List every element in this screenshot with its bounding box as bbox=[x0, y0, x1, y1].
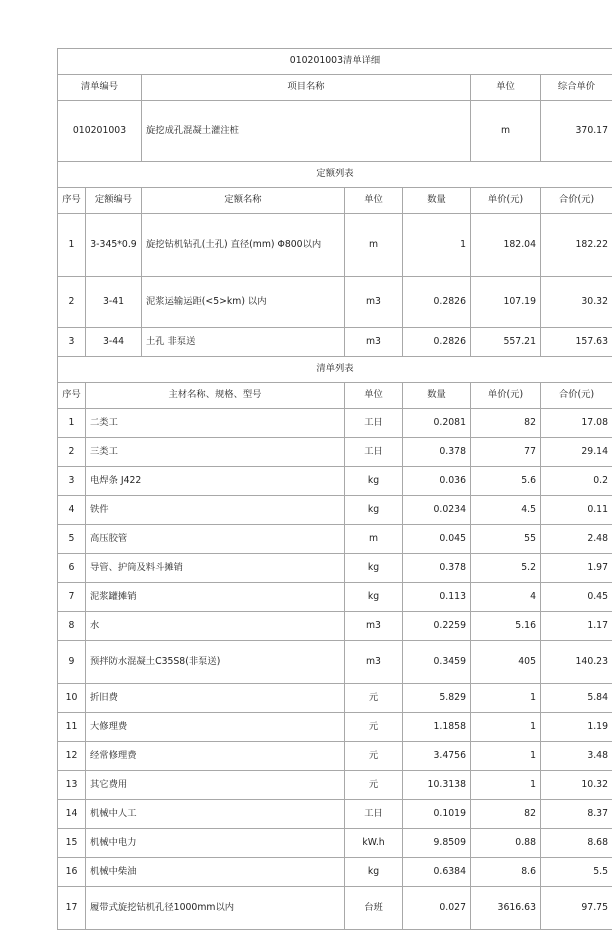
material-no: 6 bbox=[58, 554, 86, 583]
summary-code: 010201003 bbox=[58, 101, 142, 162]
material-amount: 10.32 bbox=[541, 771, 612, 800]
material-amount: 1.97 bbox=[541, 554, 612, 583]
quota-header-row bbox=[58, 188, 612, 214]
quota-header-code: 定额编号 bbox=[86, 188, 142, 214]
table-row bbox=[58, 277, 612, 328]
table-row bbox=[58, 742, 612, 771]
quota-qty: 1 bbox=[403, 214, 471, 277]
material-amount: 140.23 bbox=[541, 641, 612, 684]
material-name: 机械中人工 bbox=[86, 800, 345, 829]
material-unit: kg bbox=[345, 583, 403, 612]
quota-code: 3-44 bbox=[86, 328, 142, 357]
material-header-unit-price: 单价(元) bbox=[471, 383, 541, 409]
material-qty: 0.3459 bbox=[403, 641, 471, 684]
table-row bbox=[58, 684, 612, 713]
material-unit: 元 bbox=[345, 713, 403, 742]
material-section-title-row bbox=[58, 357, 612, 383]
material-unit: 工日 bbox=[345, 438, 403, 467]
summary-price: 370.17 bbox=[541, 101, 612, 162]
summary-header-name: 项目名称 bbox=[142, 75, 471, 101]
quota-header-unit-price: 单价(元) bbox=[471, 188, 541, 214]
material-no: 4 bbox=[58, 496, 86, 525]
quota-header-qty: 数量 bbox=[403, 188, 471, 214]
summary-header-row bbox=[58, 75, 612, 101]
material-no: 16 bbox=[58, 858, 86, 887]
quota-header-unit: 单位 bbox=[345, 188, 403, 214]
table-row bbox=[58, 887, 612, 930]
material-qty: 1.1858 bbox=[403, 713, 471, 742]
detail-table-body bbox=[58, 49, 612, 930]
table-row bbox=[58, 771, 612, 800]
quota-name: 土孔 非泵送 bbox=[142, 328, 345, 357]
material-unit-price: 5.16 bbox=[471, 612, 541, 641]
table-row bbox=[58, 467, 612, 496]
material-unit: m3 bbox=[345, 641, 403, 684]
material-no: 17 bbox=[58, 887, 86, 930]
table-row bbox=[58, 829, 612, 858]
material-name: 其它费用 bbox=[86, 771, 345, 800]
table-row bbox=[58, 858, 612, 887]
material-unit-price: 82 bbox=[471, 409, 541, 438]
detail-table bbox=[57, 48, 612, 930]
table-row bbox=[58, 583, 612, 612]
material-name: 铁件 bbox=[86, 496, 345, 525]
quota-unit: m bbox=[345, 214, 403, 277]
material-name: 经常修理费 bbox=[86, 742, 345, 771]
material-no: 13 bbox=[58, 771, 86, 800]
material-name: 泥浆罐摊销 bbox=[86, 583, 345, 612]
table-row bbox=[58, 554, 612, 583]
material-unit-price: 1 bbox=[471, 771, 541, 800]
material-amount: 8.37 bbox=[541, 800, 612, 829]
quota-unit: m3 bbox=[345, 277, 403, 328]
material-amount: 0.45 bbox=[541, 583, 612, 612]
material-no: 7 bbox=[58, 583, 86, 612]
material-qty: 3.4756 bbox=[403, 742, 471, 771]
material-unit: kg bbox=[345, 467, 403, 496]
material-qty: 0.378 bbox=[403, 438, 471, 467]
material-amount: 0.2 bbox=[541, 467, 612, 496]
material-unit: 元 bbox=[345, 742, 403, 771]
summary-name: 旋挖成孔混凝土灌注桩 bbox=[142, 101, 471, 162]
material-header-no: 序号 bbox=[58, 383, 86, 409]
material-header-qty: 数量 bbox=[403, 383, 471, 409]
material-unit: 工日 bbox=[345, 409, 403, 438]
quota-unit: m3 bbox=[345, 328, 403, 357]
material-unit: 元 bbox=[345, 684, 403, 713]
quota-name: 旋挖钻机钻孔(土孔) 直径(mm) Φ800以内 bbox=[142, 214, 345, 277]
material-qty: 0.036 bbox=[403, 467, 471, 496]
summary-header-code: 清单编号 bbox=[58, 75, 142, 101]
quota-name: 泥浆运输运距(<5>km) 以内 bbox=[142, 277, 345, 328]
material-name: 高压胶管 bbox=[86, 525, 345, 554]
table-row bbox=[58, 214, 612, 277]
table-row bbox=[58, 328, 612, 357]
quota-detail-sheet bbox=[57, 48, 556, 930]
material-amount: 2.48 bbox=[541, 525, 612, 554]
material-name: 大修理费 bbox=[86, 713, 345, 742]
material-no: 10 bbox=[58, 684, 86, 713]
quota-code: 3-345*0.9 bbox=[86, 214, 142, 277]
material-unit: kg bbox=[345, 858, 403, 887]
material-header-name: 主材名称、规格、型号 bbox=[86, 383, 345, 409]
material-unit-price: 5.2 bbox=[471, 554, 541, 583]
material-unit: kW.h bbox=[345, 829, 403, 858]
table-row bbox=[58, 438, 612, 467]
material-no: 14 bbox=[58, 800, 86, 829]
material-amount: 0.11 bbox=[541, 496, 612, 525]
material-unit-price: 3616.63 bbox=[471, 887, 541, 930]
material-qty: 0.045 bbox=[403, 525, 471, 554]
material-unit-price: 405 bbox=[471, 641, 541, 684]
material-header-row bbox=[58, 383, 612, 409]
material-unit: kg bbox=[345, 554, 403, 583]
material-unit-price: 55 bbox=[471, 525, 541, 554]
material-name: 机械中电力 bbox=[86, 829, 345, 858]
material-unit-price: 4.5 bbox=[471, 496, 541, 525]
material-unit-price: 77 bbox=[471, 438, 541, 467]
document-title-row bbox=[58, 49, 612, 75]
page-title: 010201003清单详细 bbox=[58, 49, 612, 75]
material-unit-price: 5.6 bbox=[471, 467, 541, 496]
summary-header-price: 综合单价 bbox=[541, 75, 612, 101]
table-row bbox=[58, 800, 612, 829]
quota-no: 3 bbox=[58, 328, 86, 357]
material-amount: 97.75 bbox=[541, 887, 612, 930]
quota-unit-price: 107.19 bbox=[471, 277, 541, 328]
material-name: 电焊条 J422 bbox=[86, 467, 345, 496]
table-row bbox=[58, 496, 612, 525]
quota-header-amount: 合价(元) bbox=[541, 188, 612, 214]
material-no: 5 bbox=[58, 525, 86, 554]
material-unit: m3 bbox=[345, 612, 403, 641]
material-amount: 3.48 bbox=[541, 742, 612, 771]
quota-code: 3-41 bbox=[86, 277, 142, 328]
material-no: 12 bbox=[58, 742, 86, 771]
quota-header-name: 定额名称 bbox=[142, 188, 345, 214]
material-unit-price: 82 bbox=[471, 800, 541, 829]
quota-amount: 30.32 bbox=[541, 277, 612, 328]
material-amount: 1.17 bbox=[541, 612, 612, 641]
table-row bbox=[58, 409, 612, 438]
material-qty: 0.0234 bbox=[403, 496, 471, 525]
material-unit-price: 1 bbox=[471, 684, 541, 713]
material-section-title: 清单列表 bbox=[58, 357, 612, 383]
summary-data-row bbox=[58, 101, 612, 162]
quota-amount: 182.22 bbox=[541, 214, 612, 277]
material-no: 9 bbox=[58, 641, 86, 684]
material-unit: 台班 bbox=[345, 887, 403, 930]
material-name: 二类工 bbox=[86, 409, 345, 438]
quota-section-title-row bbox=[58, 162, 612, 188]
material-no: 3 bbox=[58, 467, 86, 496]
material-qty: 0.6384 bbox=[403, 858, 471, 887]
material-amount: 5.84 bbox=[541, 684, 612, 713]
material-amount: 29.14 bbox=[541, 438, 612, 467]
material-unit-price: 8.6 bbox=[471, 858, 541, 887]
table-row bbox=[58, 612, 612, 641]
material-no: 1 bbox=[58, 409, 86, 438]
quota-qty: 0.2826 bbox=[403, 277, 471, 328]
quota-amount: 157.63 bbox=[541, 328, 612, 357]
material-qty: 0.113 bbox=[403, 583, 471, 612]
material-no: 11 bbox=[58, 713, 86, 742]
quota-section-title: 定额列表 bbox=[58, 162, 612, 188]
material-name: 机械中柴油 bbox=[86, 858, 345, 887]
material-qty: 0.027 bbox=[403, 887, 471, 930]
material-unit: 元 bbox=[345, 771, 403, 800]
material-qty: 0.2259 bbox=[403, 612, 471, 641]
material-amount: 8.68 bbox=[541, 829, 612, 858]
material-name: 三类工 bbox=[86, 438, 345, 467]
material-name: 折旧费 bbox=[86, 684, 345, 713]
material-unit-price: 0.88 bbox=[471, 829, 541, 858]
material-unit: 工日 bbox=[345, 800, 403, 829]
summary-header-unit: 单位 bbox=[471, 75, 541, 101]
material-unit: kg bbox=[345, 496, 403, 525]
material-name: 导管、护筒及料斗摊销 bbox=[86, 554, 345, 583]
material-unit-price: 4 bbox=[471, 583, 541, 612]
material-qty: 0.378 bbox=[403, 554, 471, 583]
quota-unit-price: 557.21 bbox=[471, 328, 541, 357]
material-amount: 5.5 bbox=[541, 858, 612, 887]
material-header-amount: 合价(元) bbox=[541, 383, 612, 409]
material-no: 15 bbox=[58, 829, 86, 858]
material-qty: 0.2081 bbox=[403, 409, 471, 438]
material-unit: m bbox=[345, 525, 403, 554]
material-name: 水 bbox=[86, 612, 345, 641]
material-qty: 5.829 bbox=[403, 684, 471, 713]
quota-header-no: 序号 bbox=[58, 188, 86, 214]
material-no: 2 bbox=[58, 438, 86, 467]
material-unit-price: 1 bbox=[471, 713, 541, 742]
material-no: 8 bbox=[58, 612, 86, 641]
material-qty: 10.3138 bbox=[403, 771, 471, 800]
material-name: 履带式旋挖钻机孔径1000mm以内 bbox=[86, 887, 345, 930]
material-amount: 17.08 bbox=[541, 409, 612, 438]
quota-qty: 0.2826 bbox=[403, 328, 471, 357]
quota-no: 1 bbox=[58, 214, 86, 277]
material-unit-price: 1 bbox=[471, 742, 541, 771]
quota-unit-price: 182.04 bbox=[471, 214, 541, 277]
table-row bbox=[58, 713, 612, 742]
material-qty: 0.1019 bbox=[403, 800, 471, 829]
material-name: 预拌防水混凝土C35S8(非泵送) bbox=[86, 641, 345, 684]
material-amount: 1.19 bbox=[541, 713, 612, 742]
material-header-unit: 单位 bbox=[345, 383, 403, 409]
material-qty: 9.8509 bbox=[403, 829, 471, 858]
summary-unit: m bbox=[471, 101, 541, 162]
table-row bbox=[58, 525, 612, 554]
table-row bbox=[58, 641, 612, 684]
quota-no: 2 bbox=[58, 277, 86, 328]
